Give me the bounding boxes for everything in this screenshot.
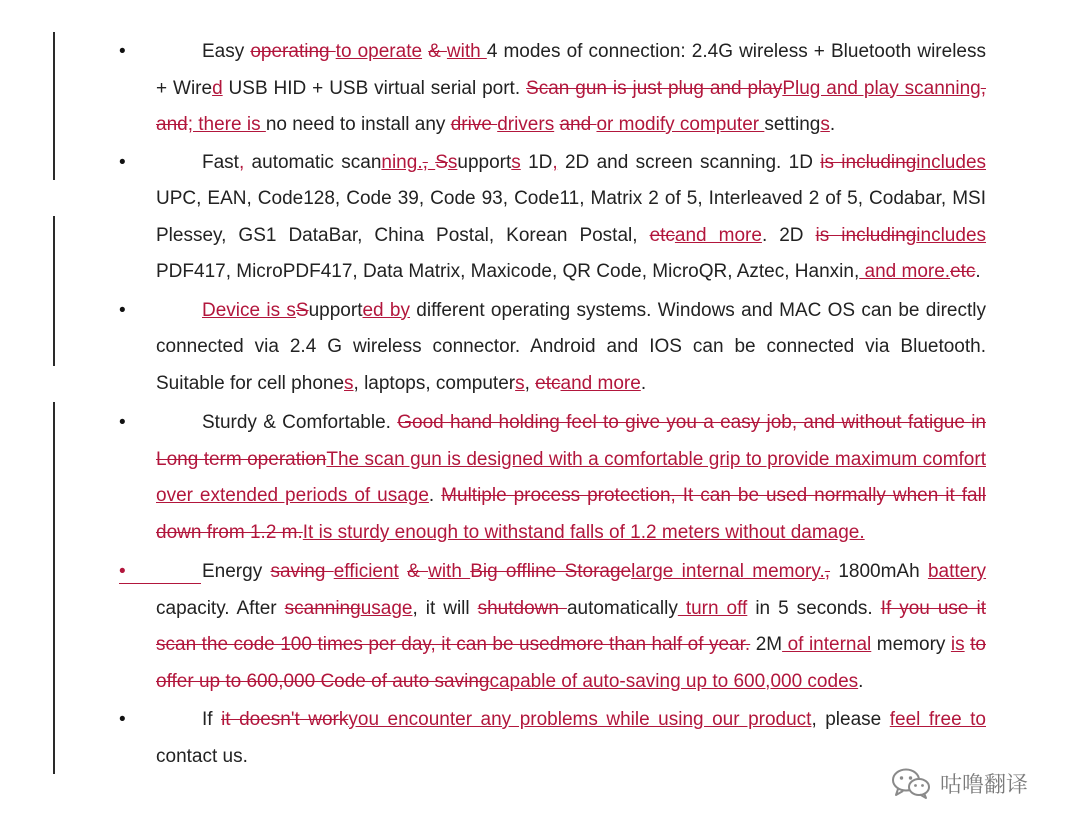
bullet: • bbox=[119, 412, 126, 433]
bullet: • bbox=[119, 151, 126, 173]
deleted-text: Multiple process protection, It can be used normally when it fall down from 1.2 m. bbox=[156, 485, 987, 543]
deleted-text: Big offline Storage bbox=[470, 561, 632, 582]
deleted-text: S bbox=[435, 151, 448, 173]
inserted-tab-underline bbox=[119, 583, 201, 584]
text-run: capacity. After bbox=[156, 597, 285, 619]
inserted-text: s bbox=[447, 151, 458, 173]
text-run: 2M bbox=[750, 634, 783, 655]
text-run: 1800mAh bbox=[830, 561, 928, 582]
text-run: PDF417, MicroPDF417, Data Matrix, Maxicode, QR Code, MicroQR, Aztec, Hanxin, bbox=[156, 261, 860, 282]
text-run: Fast bbox=[202, 151, 239, 173]
inserted-text: Plug and play scanning bbox=[782, 77, 981, 99]
inserted-text: with bbox=[446, 41, 487, 62]
text-run: upport bbox=[457, 151, 512, 173]
deleted-text: If you use it scan the code 100 times per day, it can be usedmore than half of year. bbox=[156, 597, 986, 655]
text-run: Energy bbox=[202, 561, 271, 582]
inserted-text: usage bbox=[360, 597, 413, 619]
inserted-text: Device is s bbox=[202, 299, 296, 321]
deleted-text: to offer up to 600,000 Code of auto saving bbox=[156, 634, 986, 692]
text-run: . 2D bbox=[761, 224, 816, 246]
inserted-text: or modify computer bbox=[596, 114, 765, 135]
text-run: , it will bbox=[412, 597, 478, 619]
inserted-text: and more bbox=[674, 224, 762, 246]
list-item bbox=[119, 554, 987, 700]
inserted-text: with bbox=[428, 561, 471, 582]
inserted-text: . bbox=[819, 561, 825, 582]
bullet: • bbox=[119, 561, 126, 582]
text-run: setting bbox=[764, 114, 821, 135]
text-run: upport bbox=[308, 299, 363, 321]
inserted-text: capable of auto-saving up to 600,000 codes bbox=[489, 670, 859, 692]
deleted-text: is including bbox=[820, 151, 917, 173]
inserted-text: large internal memory bbox=[631, 561, 820, 582]
deleted-text: operating bbox=[250, 41, 336, 62]
inserted-text: turn off bbox=[677, 597, 748, 619]
inserted-text: ed by bbox=[362, 299, 410, 321]
inserted-text: ; there is bbox=[187, 114, 266, 135]
deleted-text: is including bbox=[815, 224, 917, 246]
inserted-text: s bbox=[820, 114, 830, 135]
inserted-text: It is sturdy enough to withstand falls of 1.2 meters without damage. bbox=[302, 521, 865, 543]
deleted-text: it doesn't work bbox=[221, 709, 349, 730]
deleted-text: , bbox=[824, 561, 831, 582]
deleted-text: etc bbox=[649, 224, 675, 246]
deleted-text: , and bbox=[156, 77, 986, 135]
inserted-text: d bbox=[212, 77, 223, 99]
text-run: 2D and screen scanning. 1D bbox=[557, 151, 821, 173]
inserted-text: ning bbox=[381, 151, 418, 173]
inserted-text: is bbox=[950, 634, 965, 655]
text-run: USB HID + USB virtual serial port. bbox=[222, 77, 527, 99]
inserted-text: battery bbox=[927, 561, 987, 582]
text-run: . bbox=[975, 261, 981, 282]
list-item bbox=[119, 702, 986, 775]
inserted-text: s bbox=[344, 372, 354, 394]
bullet: • bbox=[119, 41, 126, 62]
text-run: Sturdy & Comfortable. bbox=[202, 412, 398, 433]
deleted-text: and bbox=[559, 114, 597, 135]
text-run: no need to install any bbox=[265, 114, 451, 135]
item-text bbox=[156, 152, 986, 283]
text-run: different operating systems. Windows and MAC OS can be directly connected via 2.4 G wireless connector. Android and IOS can be connected via Bluetooth. Suitable for cell phone bbox=[156, 299, 986, 394]
watermark-text: 咕噜翻译 bbox=[940, 771, 1029, 797]
deleted-text: S bbox=[295, 299, 309, 321]
wechat-icon bbox=[890, 766, 932, 800]
text-run: contact us. bbox=[156, 745, 248, 767]
inserted-text: and more. bbox=[859, 261, 951, 282]
deleted-text: Scan gun is just plug and play bbox=[526, 77, 783, 99]
inserted-text: , bbox=[552, 151, 558, 173]
list-item bbox=[119, 34, 986, 144]
deleted-text: drive bbox=[450, 114, 498, 135]
text-run: , laptops, computer bbox=[353, 372, 516, 394]
watermark bbox=[890, 766, 1028, 800]
deleted-text: saving bbox=[270, 561, 334, 582]
deleted-text: scanning bbox=[284, 597, 361, 619]
inserted-text: drivers bbox=[497, 114, 555, 135]
list-item bbox=[119, 405, 987, 551]
text-run: . bbox=[829, 114, 836, 135]
inserted-text: and more bbox=[560, 372, 641, 394]
bullet: • bbox=[119, 709, 126, 730]
deleted-text: Good hand holding feel to give you a easy job, and without fatigue in Long term operation bbox=[156, 412, 986, 470]
inserted-text: s bbox=[511, 151, 521, 173]
item-text bbox=[156, 300, 986, 394]
inserted-text: . bbox=[417, 151, 423, 173]
deleted-text: & bbox=[407, 561, 429, 582]
text-run: Easy bbox=[202, 41, 251, 62]
item-text bbox=[156, 561, 986, 692]
list-item bbox=[119, 145, 987, 291]
document-body bbox=[0, 32, 1080, 775]
text-run: , bbox=[524, 372, 536, 394]
inserted-text: includes bbox=[916, 224, 987, 246]
deleted-text: , bbox=[422, 151, 428, 173]
text-run: 1D bbox=[520, 151, 553, 173]
text-run: automatically bbox=[566, 597, 678, 619]
text-run: . bbox=[858, 670, 864, 692]
inserted-text: s bbox=[515, 372, 525, 394]
inserted-text: of internal bbox=[782, 634, 872, 655]
inserted-text: , bbox=[238, 151, 245, 173]
list-item bbox=[119, 293, 986, 403]
inserted-text: efficient bbox=[333, 561, 399, 582]
text-run: UPC, EAN, Code128, Code 39, Code 93, Code11, Matrix 2 of 5, Interleaved 2 of 5, Codabar, MSI Plessey, GS1 DataBar, China Postal, Korean Postal, bbox=[156, 188, 986, 246]
text-run: . bbox=[428, 485, 442, 506]
text-run: 4 modes of connection: 2.4G wireless + Bluetooth wireless + Wire bbox=[156, 41, 986, 99]
item-text bbox=[156, 41, 986, 135]
inserted-text: The scan gun is designed with a comfortable grip to provide maximum comfort over extended periods of usage bbox=[156, 448, 986, 506]
inserted-text: you encounter any problems while using our product bbox=[348, 709, 812, 730]
deleted-text: & bbox=[428, 41, 447, 62]
bullet: • bbox=[119, 299, 126, 321]
text-run: If bbox=[202, 709, 222, 730]
inserted-text: feel free to bbox=[889, 709, 986, 730]
text-run: . bbox=[640, 372, 647, 394]
inserted-text: to operate bbox=[335, 41, 423, 62]
deleted-text: shutdown bbox=[477, 597, 567, 619]
inserted-text: includes bbox=[916, 151, 987, 173]
item-text bbox=[156, 709, 986, 767]
text-run: automatic scan bbox=[244, 151, 382, 173]
text-run: memory bbox=[871, 634, 951, 655]
text-run: , please bbox=[811, 709, 890, 730]
deleted-text: etc bbox=[950, 261, 976, 282]
deleted-text: etc bbox=[535, 372, 561, 394]
text-run: in 5 seconds. bbox=[747, 597, 881, 619]
text-run bbox=[399, 561, 407, 582]
item-text bbox=[156, 412, 986, 543]
